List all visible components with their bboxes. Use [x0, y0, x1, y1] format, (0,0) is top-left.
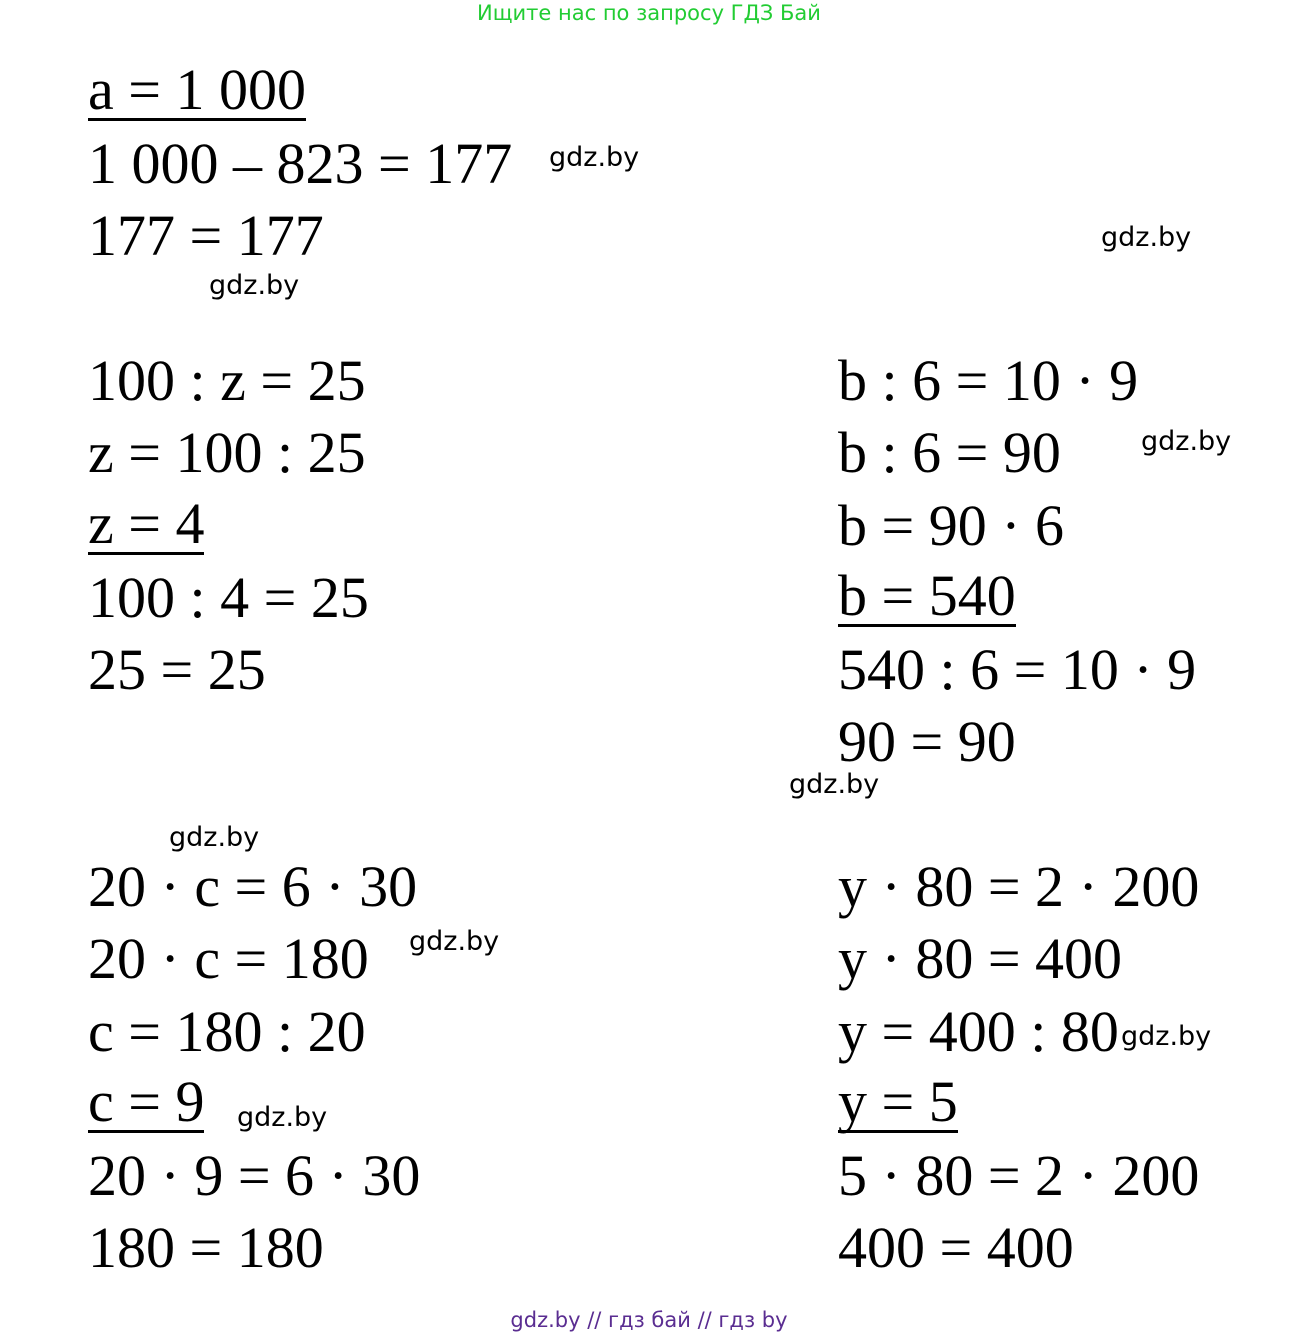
equation-b-check: 540 : 6 = 10 · 9	[838, 637, 1197, 702]
equation-a-result: 177 = 177	[88, 203, 324, 268]
watermark: gdz.by	[169, 822, 260, 853]
equation-b-line-3: b = 90 · 6	[838, 493, 1065, 558]
equation-c-line-1: 20 · c = 6 · 30	[88, 854, 418, 919]
equation-y-line-3: y = 400 : 80	[838, 999, 1119, 1064]
equation-z-line-2: z = 100 : 25	[88, 420, 366, 485]
footer-banner[interactable]: gdz.by // гдз бай // гдз by	[510, 1308, 788, 1332]
equation-y-check: 5 · 80 = 2 · 200	[838, 1143, 1200, 1208]
watermark: gdz.by	[1121, 1021, 1212, 1052]
equation-z-answer: z = 4	[88, 491, 205, 556]
equation-z-result: 25 = 25	[88, 637, 266, 702]
watermark: gdz.by	[549, 142, 640, 173]
equation-c-line-2: 20 · c = 180	[88, 926, 369, 991]
header-banner[interactable]: Ищите нас по запросу ГДЗ Бай	[477, 1, 821, 25]
equation-b-answer: b = 540	[838, 563, 1016, 628]
equation-b-line-2: b : 6 = 90	[838, 420, 1061, 485]
equation-c-check: 20 · 9 = 6 · 30	[88, 1143, 421, 1208]
watermark: gdz.by	[209, 270, 300, 301]
equation-z-check: 100 : 4 = 25	[88, 565, 369, 630]
watermark: gdz.by	[1141, 426, 1232, 457]
equation-y-line-1: y · 80 = 2 · 200	[838, 854, 1200, 919]
equation-y-answer: y = 5	[838, 1069, 958, 1134]
equation-y-line-2: y · 80 = 400	[838, 926, 1123, 991]
equation-c-result: 180 = 180	[88, 1215, 324, 1280]
equation-b-line-1: b : 6 = 10 · 9	[838, 348, 1139, 413]
watermark: gdz.by	[1101, 222, 1192, 253]
equation-a-answer: a = 1 000	[88, 57, 306, 122]
equation-b-result: 90 = 90	[838, 709, 1016, 774]
watermark: gdz.by	[409, 926, 500, 957]
equation-c-answer: c = 9	[88, 1069, 205, 1134]
watermark: gdz.by	[237, 1102, 328, 1133]
equation-c-line-3: c = 180 : 20	[88, 999, 366, 1064]
equation-z-line-1: 100 : z = 25	[88, 348, 366, 413]
equation-y-result: 400 = 400	[838, 1215, 1074, 1280]
equation-a-check: 1 000 – 823 = 177	[88, 131, 513, 196]
watermark: gdz.by	[789, 769, 880, 800]
